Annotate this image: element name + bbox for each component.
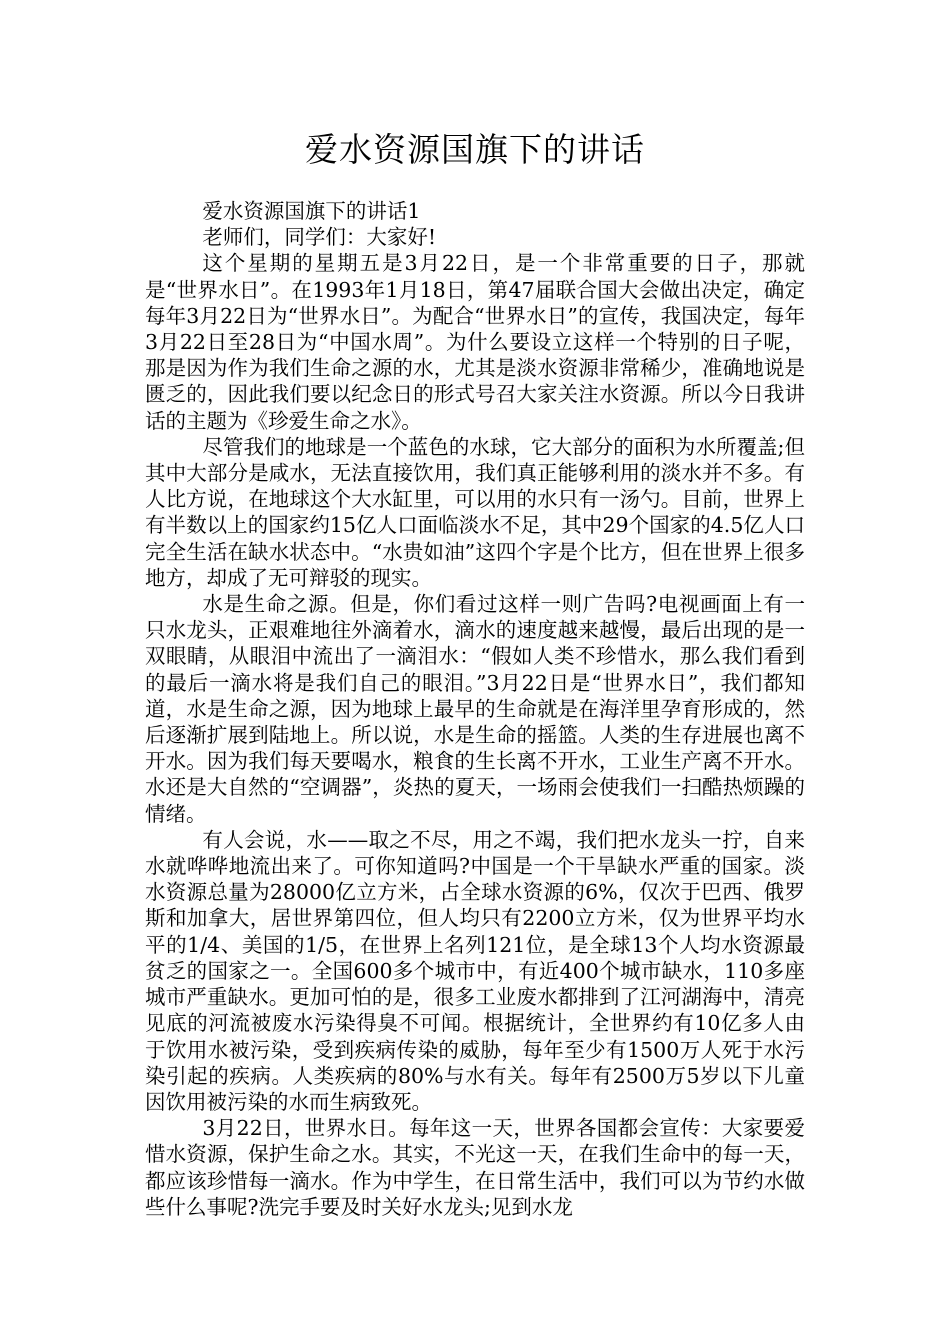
body-paragraph: 尽管我们的地球是一个蓝色的水球，它大部分的面积为水所覆盖;但其中大部分是咸水，无法直接饮用，我们真正能够利用的淡水并不多。有人比方说，在地球这个大水缸里，可以用的水只有一汤勺。目前，世界上有半数以上的国家约15亿人口面临淡水不足，其中29个国家的4.5亿人口完全生活在缺水状态中。“水贵如油”这四个字是个比方，但在世界上很多地方，却成了无可辩驳的现实。	[145, 434, 805, 590]
document-title: 爱水资源国旗下的讲话	[305, 130, 645, 169]
body-paragraph: 这个星期的星期五是3月22日，是一个非常重要的日子，那就是“世界水日”。在1993年1月18日，第47届联合国大会做出决定，确定每年3月22日为“世界水日”。为配合“世界水日”的宣传，我国决定，每年3月22日至28日为“中国水周”。为什么要设立这样一个特别的日子呢，那是因为作为我们生命之源的水，尤其是淡水资源非常稀少，准确地说是匮乏的，因此我们要以纪念日的形式号召大家关注水资源。所以今日我讲话的主题为《珍爱生命之水》。	[145, 251, 805, 433]
greeting-paragraph: 老师们，同学们：大家好!	[202, 225, 437, 250]
subtitle-paragraph: 爱水资源国旗下的讲话1	[202, 199, 421, 223]
body-paragraph: 3月22日，世界水日。每年这一天，世界各国都会宣传：大家要爱惜水资源，保护生命之水。其实，不光这一天，在我们生命中的每一天，都应该珍惜每一滴水。作为中学生，在日常生活中，我们可以为节约水做些什么事呢?洗完手要及时关好水龙头;见到水龙	[145, 1116, 805, 1219]
body-paragraph: 有人会说，水——取之不尽，用之不竭，我们把水龙头一拧，自来水就哗哗地流出来了。可你知道吗?中国是一个干旱缺水严重的国家。淡水资源总量为28000亿立方米，占全球水资源的6%，仅次于巴西、俄罗斯和加拿大，居世界第四位，但人均只有2200立方米，仅为世界平均水平的1/4、美国的1/5，在世界上名列121位，是全球13个人均水资源最贫乏的国家之一。全国600多个城市中，有近400个城市缺水，110多座城市严重缺水。更加可怕的是，很多工业废水都排到了江河湖海中，清亮见底的河流被废水污染得臭不可闻。根据统计，全世界约有10亿多人由于饮用水被污染，受到疾病传染的威胁，每年至少有1500万人死于水污染引起的疾病。人类疾病的80%与水有关。每年有2500万5岁以下儿童因饮用被污染的水而生病致死。	[145, 827, 805, 1114]
body-paragraph: 水是生命之源。但是，你们看过这样一则广告吗?电视画面上有一只水龙头，正艰难地往外滴着水，滴水的速度越来越慢，最后出现的是一双眼睛，从眼泪中流出了一滴泪水：“假如人类不珍惜水，那么我们看到的最后一滴水将是我们自己的眼泪。”3月22日是“世界水日”，我们都知道，水是生命之源，因为地球上最早的生命就是在海洋里孕育形成的，然后逐渐扩展到陆地上。所以说，水是生命的摇篮。人类的生存进展也离不开水。因为我们每天要喝水，粮食的生长离不开水，工业生产离不开水。水还是大自然的“空调器”，炎热的夏天，一场雨会使我们一扫酷热烦躁的情绪。	[145, 592, 805, 826]
document-body	[145, 198, 805, 1220]
